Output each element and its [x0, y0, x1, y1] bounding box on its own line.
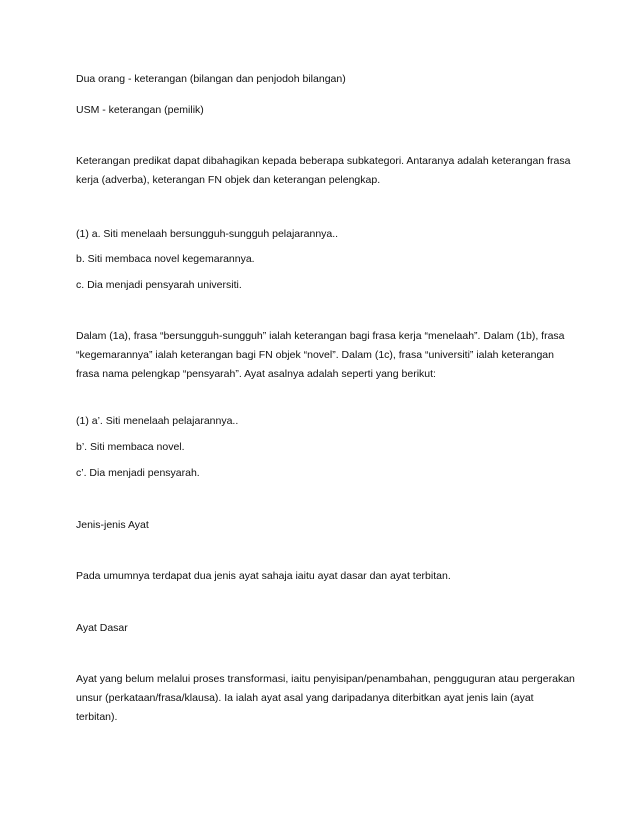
heading-ayat-dasar: Ayat Dasar [76, 622, 128, 634]
paragraph-two-types: Pada umumnya terdapat dua jenis ayat sahaja iaitu ayat dasar dan ayat terbitan. [76, 570, 451, 582]
example-1a: (1) a. Siti menelaah bersungguh-sungguh pelajarannya.. [76, 228, 339, 240]
example-1b: b. Siti membaca novel kegemarannya. [76, 253, 255, 265]
paragraph-usm-note: USM - keterangan (pemilik) [76, 104, 204, 116]
paragraph-ayat-dasar-definition: Ayat yang belum melalui proses transformasi, iaitu penyisipan/penambahan, pengguguran atau pergerakan unsur (perkataan/frasa/klausa). Ia ialah ayat asal yang daripadanya diterbitkan ayat jenis lain (ayat terbitan). [76, 673, 575, 723]
paragraph-subcategories: Keterangan predikat dapat dibahagikan kepada beberapa subkategori. Antaranya adalah keterangan frasa kerja (adverba), keterangan FN objek dan keterangan pelengkap. [76, 155, 571, 186]
paragraph-numerals-note: Dua orang - keterangan (bilangan dan penjodoh bilangan) [76, 73, 346, 85]
example-1c: c. Dia menjadi pensyarah universiti. [76, 279, 242, 291]
paragraph-explanation: Dalam (1a), frasa “bersungguh-sungguh” ialah keterangan bagi frasa kerja “menelaah”. Dalam (1b), frasa “kegemarannya” ialah keterangan bagi FN objek “novel”. Dalam (1c), frasa “universiti” ialah keterangan frasa nama pelengkap “pensyarah”. Ayat asalnya adalah seperti yang berikut: [76, 330, 565, 380]
heading-jenis-ayat: Jenis-jenis Ayat [76, 519, 149, 531]
example-1c-prime: c’. Dia menjadi pensyarah. [76, 467, 200, 479]
example-1b-prime: b’. Siti membaca novel. [76, 441, 185, 453]
example-1a-prime: (1) a’. Siti menelaah pelajarannya.. [76, 415, 239, 427]
